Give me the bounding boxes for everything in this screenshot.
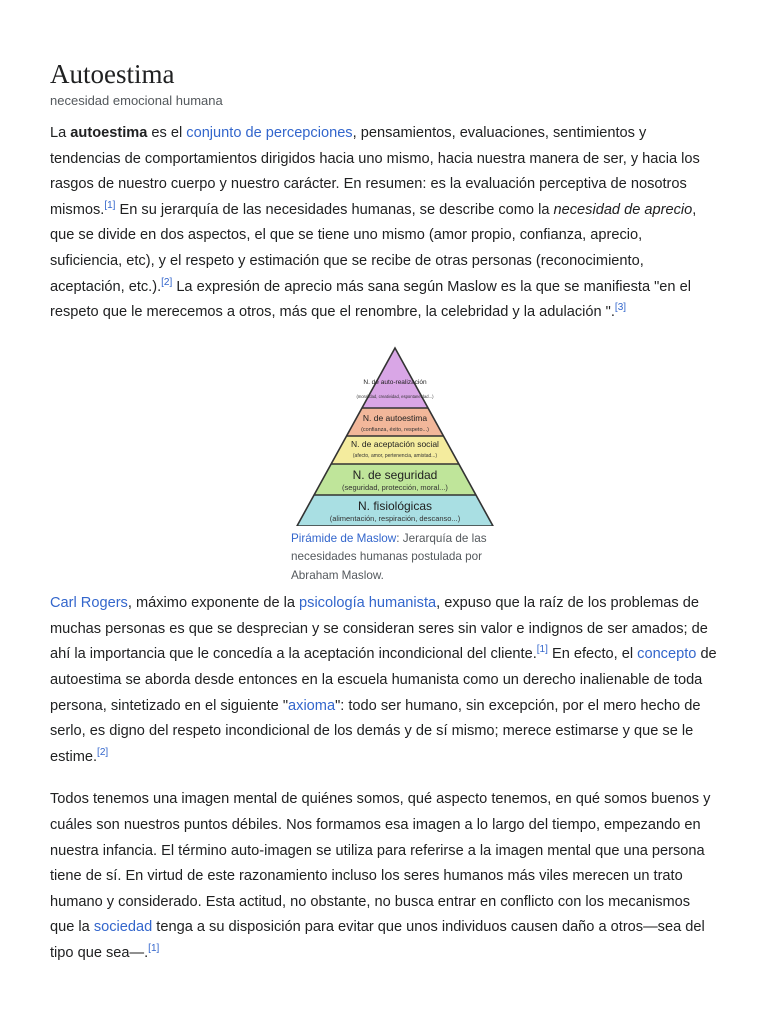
pyramid-level-3-detail: (afecto, amor, pertenencia, amistad...)	[352, 452, 438, 459]
paragraph-self-image	[50, 787, 718, 966]
page-subtitle: necesidad emocional humana	[50, 93, 223, 108]
page-title: Autoestima	[50, 59, 175, 89]
link-sociedad[interactable]: sociedad	[93, 919, 153, 936]
paragraph-rogers	[50, 591, 718, 770]
link-conjunto-de-percepciones[interactable]: conjunto de percepciones	[186, 125, 353, 141]
text: , máximo exponente de la	[127, 595, 300, 612]
text: es el	[147, 125, 187, 141]
link-carl-rogers[interactable]: Carl Rogers	[50, 595, 128, 612]
text: tenga a su disposición para evitar que unos individuos causen daño a otros—sea del tipo que sea—.	[50, 919, 705, 961]
pyramid-level-2-detail: (confianza, éxito, respeto...)	[361, 426, 429, 433]
text: , expuso que la raíz de los problemas de muchas personas es que se desprecian y se consideran seres sin valor e indignos de ser amados; de ahí la importancia que le concedía a la aceptación incondicional del cliente.	[50, 595, 708, 663]
maslow-pyramid-image[interactable]	[291, 344, 499, 526]
pyramid-level-4-detail: (seguridad, protección, moral...)	[342, 482, 448, 492]
text: En su jerarquía de las necesidades humanas, se describe como la	[115, 201, 554, 218]
text: , pensamientos, evaluaciones, sentimientos y tendencias de comportamientos dirigidos hacia uno mismo, hacia nuestra manera de ser, y hacia los rasgos de nuestro cuerpo y nuestro carácter. En resumen: es la evaluación perceptiva de nosotros mismos.	[50, 125, 700, 218]
text: de autoestima se aborda desde entonces en la escuela humanista como un derecho inalienable de toda persona, sintetizado en el siguiente "	[50, 646, 717, 714]
text: ": todo ser humano, sin excepción, por el mero hecho de serlo, es digno del respeto incondicional de los demás y de sí mismo; merece estimarse y que se le estime.	[50, 697, 701, 765]
text: La	[50, 125, 71, 141]
caption-link-piramide-de-maslow[interactable]: Pirámide de Maslow	[291, 531, 397, 545]
reference-link[interactable]: [2]	[97, 746, 109, 758]
text: Todos tenemos una imagen mental de quiénes somos, qué aspecto tenemos, en qué somos buenos y cuáles son nuestros puntos débiles. Nos formamos esa imagen a lo largo del tiempo, empezando en nuestra infancia. El término auto-imagen se utiliza para referirse a la imagen mental que una persona tiene de sí. En virtud de este razonamiento incluso los seres humanos más viles merecen un trato humano y considerado. Esta actitud, no obstante, no busca entrar en conflicto con los mecanismos que la	[50, 791, 711, 936]
reference-link[interactable]: [2]	[161, 276, 173, 288]
bold-term: autoestima	[70, 125, 148, 141]
pyramid-level-5-detail: (alimentación, respiración, descanso...)	[329, 513, 461, 523]
pyramid-level-1-detail: (moralidad, creatividad, espontaneidad...)	[356, 393, 434, 399]
pyramid-level-2-title: N. de autoestima	[362, 412, 428, 423]
italic-term: necesidad de aprecio	[553, 201, 693, 218]
figure-caption	[291, 530, 499, 586]
link-psicologia-humanista[interactable]: psicología humanista	[299, 595, 437, 612]
maslow-figure	[269, 344, 499, 586]
caption-text: : Jerarquía de las necesidades humanas postulada por Abraham Maslow.	[291, 531, 487, 582]
text: La expresión de aprecio más sana según Maslow es la que se manifiesta "en el respeto que le merecemos a otros, más que el renombre, la celebridad y la adulación ".	[50, 278, 691, 321]
link-axioma[interactable]: axioma	[288, 697, 336, 714]
pyramid-level-1-title: N. de auto-realización	[363, 378, 427, 386]
pyramid-level-3-title: N. de aceptación social	[351, 438, 439, 449]
reference-link[interactable]: [1]	[104, 199, 116, 211]
text: En efecto, el	[547, 646, 638, 663]
reference-link[interactable]: [1]	[536, 644, 548, 656]
pyramid-level-5-title: N. fisiológicas	[357, 498, 433, 513]
link-concepto[interactable]: concepto	[637, 646, 697, 663]
reference-link[interactable]: [1]	[148, 943, 160, 955]
pyramid-level-4-title: N. de seguridad	[352, 467, 438, 482]
paragraph-intro	[50, 121, 718, 326]
reference-link[interactable]: [3]	[614, 302, 627, 314]
text: , que se divide en dos aspectos, el que se tiene uno mismo (amor propio, confianza, aprecio, suficiencia, etc), y el respeto y estimación que se recibe de otras personas (reconocimiento, aceptación, etc.).	[50, 201, 697, 295]
